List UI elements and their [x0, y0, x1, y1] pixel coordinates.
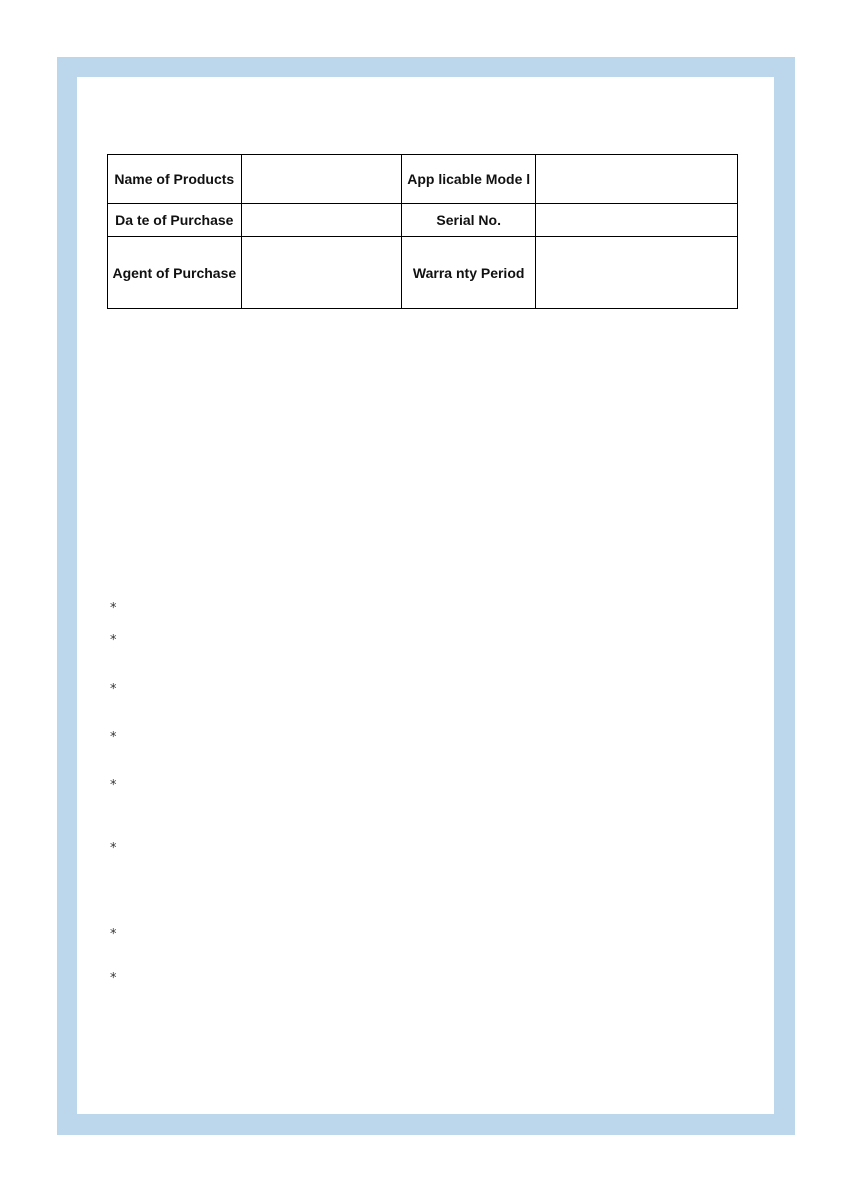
- note-bullet: *: [110, 778, 117, 793]
- warranty-period-field[interactable]: [536, 237, 738, 309]
- note-bullet: *: [110, 841, 117, 856]
- page-frame: [57, 57, 795, 1135]
- table-row: [108, 155, 738, 204]
- note-bullet: *: [110, 682, 117, 697]
- note-bullet: *: [110, 971, 117, 986]
- note-bullet: *: [110, 633, 117, 648]
- name-of-products-field[interactable]: [241, 155, 402, 204]
- agent-of-purchase-label: Agent of Purchase: [108, 237, 242, 309]
- name-of-products-label: Name of Products: [108, 155, 242, 204]
- agent-of-purchase-field[interactable]: [241, 237, 402, 309]
- date-of-purchase-field[interactable]: [241, 204, 402, 237]
- serial-no-field[interactable]: [536, 204, 738, 237]
- applicable-model-label: App licable Mode l: [402, 155, 536, 204]
- warranty-period-label: Warra nty Period: [402, 237, 536, 309]
- table-row: [108, 237, 738, 309]
- serial-no-label: Serial No.: [402, 204, 536, 237]
- note-bullet: *: [110, 601, 117, 616]
- table-row: [108, 204, 738, 237]
- note-bullet: *: [110, 927, 117, 942]
- page-content: [77, 77, 774, 1114]
- note-bullet: *: [110, 730, 117, 745]
- date-of-purchase-label: Da te of Purchase: [108, 204, 242, 237]
- applicable-model-field[interactable]: [536, 155, 738, 204]
- warranty-info-table: [107, 154, 738, 309]
